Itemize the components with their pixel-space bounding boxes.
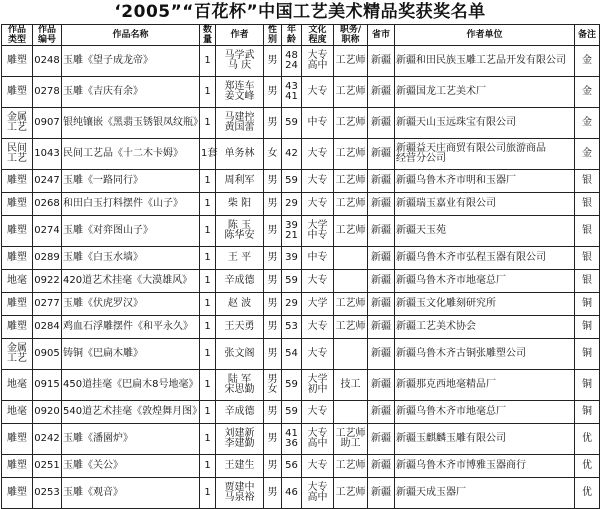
- cell-province: 新疆: [368, 370, 395, 401]
- cell-type: 雕塑: [2, 247, 33, 270]
- cell-type: 雕塑: [2, 216, 33, 247]
- cell-gender: 男: [264, 77, 282, 108]
- cell-author: 郑连车 姜文峰: [216, 77, 264, 108]
- cell-edu: 大专: [302, 170, 334, 193]
- cell-title: 工艺师: [334, 46, 368, 77]
- cell-gender: 男: [264, 270, 282, 293]
- cell-edu: 大专: [302, 401, 334, 424]
- cell-age: 42: [282, 139, 302, 170]
- page-title: ‘2005”“百花杯”中国工艺美术精品奖获奖名单: [114, 2, 486, 22]
- table-row: [2, 478, 600, 509]
- cell-unit: 新疆乌鲁木齐市明和玉器厂: [395, 170, 575, 193]
- cell-count: 1套: [200, 139, 216, 170]
- header-unit: 作者单位: [395, 25, 575, 46]
- table-row: [2, 401, 600, 424]
- cell-age: 54: [282, 339, 302, 370]
- cell-code: 0247: [33, 170, 62, 193]
- cell-count: 1: [200, 108, 216, 139]
- cell-unit: 新疆天玉苑: [395, 216, 575, 247]
- cell-author: 单务林: [216, 139, 264, 170]
- cell-count: 1: [200, 401, 216, 424]
- cell-edu: 大专: [302, 139, 334, 170]
- cell-gender: 男: [264, 216, 282, 247]
- cell-name: 540道艺术挂毫《敦煌舞月图》: [62, 401, 200, 424]
- cell-gender: 女: [264, 139, 282, 170]
- cell-author: 陆 军 宋思勤: [216, 370, 264, 401]
- cell-title: 工艺师: [334, 293, 368, 316]
- cell-count: 1: [200, 293, 216, 316]
- cell-code: 0253: [33, 478, 62, 509]
- cell-type: 地毫: [2, 370, 33, 401]
- cell-gender: 男: [264, 46, 282, 77]
- table-row: [2, 339, 600, 370]
- table-row: [2, 293, 600, 316]
- cell-author: 陈 玉 陈华安: [216, 216, 264, 247]
- cell-province: 新疆: [368, 455, 395, 478]
- cell-award: 金: [575, 46, 600, 77]
- cell-age: 48 24: [282, 46, 302, 77]
- cell-author: 刘建新 李建勤: [216, 424, 264, 455]
- table-row: [2, 455, 600, 478]
- cell-name: 和田白玉打料摆件《山子》: [62, 193, 200, 216]
- cell-title: 工艺师: [334, 108, 368, 139]
- cell-name: 玉雕《观音》: [62, 478, 200, 509]
- cell-award: 铜: [575, 339, 600, 370]
- cell-unit: 新疆天山玉远珠宝有限公司: [395, 108, 575, 139]
- cell-award: 铜: [575, 370, 600, 401]
- cell-gender: 男: [264, 401, 282, 424]
- header-row: [2, 25, 600, 46]
- cell-code: 0289: [33, 247, 62, 270]
- cell-gender: 男: [264, 424, 282, 455]
- cell-unit: 新疆乌鲁木齐市博雅玉器商行: [395, 455, 575, 478]
- cell-age: 59: [282, 270, 302, 293]
- cell-edu: 大专 高中: [302, 478, 334, 509]
- cell-type: 雕塑: [2, 424, 33, 455]
- cell-age: 43 41: [282, 77, 302, 108]
- cell-province: 新疆: [368, 247, 395, 270]
- cell-age: 59: [282, 401, 302, 424]
- cell-name: 玉雕《一路同行》: [62, 170, 200, 193]
- cell-unit: 新疆玉文化雕刻研究所: [395, 293, 575, 316]
- cell-province: 新疆: [368, 270, 395, 293]
- cell-award: 银: [575, 216, 600, 247]
- cell-gender: 男: [264, 108, 282, 139]
- cell-count: 1: [200, 77, 216, 108]
- cell-edu: 大专: [302, 193, 334, 216]
- table-row: [2, 46, 600, 77]
- cell-unit: 新疆乌鲁木齐市地毫总厂: [395, 401, 575, 424]
- cell-title: 工艺师: [334, 77, 368, 108]
- cell-title: 工艺师: [334, 478, 368, 509]
- cell-award: 银: [575, 193, 600, 216]
- cell-province: 新疆: [368, 46, 395, 77]
- cell-award: 金: [575, 108, 600, 139]
- cell-age: 59: [282, 108, 302, 139]
- cell-province: 新疆: [368, 339, 395, 370]
- cell-title: 工艺师: [334, 170, 368, 193]
- cell-gender: 男: [264, 478, 282, 509]
- cell-gender: 男 女: [264, 370, 282, 401]
- cell-name: 玉雕《白玉水墙》: [62, 247, 200, 270]
- cell-code: 0922: [33, 270, 62, 293]
- cell-gender: 男: [264, 339, 282, 370]
- cell-province: 新疆: [368, 170, 395, 193]
- cell-count: 1: [200, 478, 216, 509]
- cell-author: 周利军: [216, 170, 264, 193]
- cell-unit: 新疆乌鲁木齐古铜张雕塑公司: [395, 339, 575, 370]
- cell-award: 银: [575, 170, 600, 193]
- cell-code: 0920: [33, 401, 62, 424]
- cell-age: 56: [282, 455, 302, 478]
- cell-award: 银: [575, 270, 600, 293]
- header-gender: 性 别: [264, 25, 282, 46]
- cell-age: 29: [282, 293, 302, 316]
- cell-code: 0242: [33, 424, 62, 455]
- cell-author: 辛成德: [216, 401, 264, 424]
- header-title: 职务/ 职称: [334, 25, 368, 46]
- cell-gender: 男: [264, 193, 282, 216]
- cell-code: 0274: [33, 216, 62, 247]
- cell-title: 工艺师: [334, 316, 368, 339]
- table-row: [2, 170, 600, 193]
- cell-name: 450道挂毫《巴扁木8号地毫》: [62, 370, 200, 401]
- header-type: 作品 类型: [2, 25, 33, 46]
- cell-gender: 男: [264, 455, 282, 478]
- cell-type: 地毫: [2, 401, 33, 424]
- cell-author: 张文阁: [216, 339, 264, 370]
- cell-province: 新疆: [368, 478, 395, 509]
- header-code: 作品 编号: [33, 25, 62, 46]
- cell-count: 1: [200, 247, 216, 270]
- cell-award: 优: [575, 424, 600, 455]
- cell-title: [334, 339, 368, 370]
- cell-type: 雕塑: [2, 478, 33, 509]
- cell-edu: 大专: [302, 270, 334, 293]
- cell-award: 金: [575, 139, 600, 170]
- cell-code: 0284: [33, 316, 62, 339]
- table-row: [2, 139, 600, 170]
- cell-title: 工艺师: [334, 216, 368, 247]
- cell-edu: 大学 中专: [302, 216, 334, 247]
- cell-name: 玉雕《关公》: [62, 455, 200, 478]
- cell-author: 赵 波: [216, 293, 264, 316]
- cell-name: 玉雕《对弈图山子》: [62, 216, 200, 247]
- cell-count: 1: [200, 424, 216, 455]
- table-row: [2, 77, 600, 108]
- cell-count: 1: [200, 339, 216, 370]
- cell-code: 0915: [33, 370, 62, 401]
- cell-province: 新疆: [368, 293, 395, 316]
- cell-type: 雕塑: [2, 77, 33, 108]
- table-row: [2, 216, 600, 247]
- cell-type: 金属 工艺: [2, 108, 33, 139]
- cell-count: 1: [200, 370, 216, 401]
- cell-name: 铸铜《巴扁木雕》: [62, 339, 200, 370]
- cell-edu: 大专: [302, 316, 334, 339]
- cell-title: 工艺师: [334, 139, 368, 170]
- cell-name: 银纯镶嵌《黑翡玉锈银凤纹瓶》: [62, 108, 200, 139]
- cell-name: 玉雕《望子成龙帝》: [62, 46, 200, 77]
- cell-count: 1: [200, 170, 216, 193]
- cell-unit: 新疆玉麒麟玉雕有限公司: [395, 424, 575, 455]
- cell-edu: 大学 初中: [302, 370, 334, 401]
- cell-count: 1: [200, 316, 216, 339]
- header-author: 作者: [216, 25, 264, 46]
- cell-province: 新疆: [368, 401, 395, 424]
- cell-type: 雕塑: [2, 293, 33, 316]
- cell-name: 鸡血石浮雕摆件《和平永久》: [62, 316, 200, 339]
- cell-unit: 新疆益天庄商贸有限公司旅游商品 经营分公司: [395, 139, 575, 170]
- cell-age: 46: [282, 478, 302, 509]
- cell-age: 59: [282, 370, 302, 401]
- cell-award: 银: [575, 247, 600, 270]
- cell-code: 0277: [33, 293, 62, 316]
- cell-count: 1: [200, 270, 216, 293]
- cell-age: 39: [282, 247, 302, 270]
- header-edu: 文化 程度: [302, 25, 334, 46]
- cell-count: 1: [200, 455, 216, 478]
- cell-name: 玉雕《吉庆有余》: [62, 77, 200, 108]
- cell-province: 新疆: [368, 316, 395, 339]
- cell-code: 0907: [33, 108, 62, 139]
- cell-age: 53: [282, 316, 302, 339]
- cell-unit: 新疆乌鲁木齐市弘程玉器有限公司: [395, 247, 575, 270]
- cell-edu: 大专 高中: [302, 46, 334, 77]
- cell-type: 雕塑: [2, 455, 33, 478]
- cell-gender: 男: [264, 293, 282, 316]
- award-table: [1, 24, 600, 509]
- cell-title: [334, 401, 368, 424]
- cell-type: 雕塑: [2, 170, 33, 193]
- cell-name: 民间工艺品《十二木卡姆》: [62, 139, 200, 170]
- header-province: 省市: [368, 25, 395, 46]
- cell-award: 铜: [575, 401, 600, 424]
- cell-award: 金: [575, 77, 600, 108]
- cell-author: 马学武 马 庆: [216, 46, 264, 77]
- cell-type: 民间 工艺: [2, 139, 33, 170]
- cell-code: 0248: [33, 46, 62, 77]
- cell-province: 新疆: [368, 108, 395, 139]
- cell-count: 1: [200, 193, 216, 216]
- cell-province: 新疆: [368, 424, 395, 455]
- cell-type: 地毫: [2, 270, 33, 293]
- cell-title: 工艺师 助工: [334, 424, 368, 455]
- cell-title: 工艺师: [334, 455, 368, 478]
- table-row: [2, 424, 600, 455]
- cell-type: 雕塑: [2, 316, 33, 339]
- cell-name: 玉雕《潘園炉》: [62, 424, 200, 455]
- cell-award: 优: [575, 478, 600, 509]
- cell-edu: 大专: [302, 339, 334, 370]
- cell-province: 新疆: [368, 139, 395, 170]
- header-name: 作品名称: [62, 25, 200, 46]
- cell-unit: 新疆瑞玉嘉业有限公司: [395, 193, 575, 216]
- cell-code: 0278: [33, 77, 62, 108]
- cell-type: 金属 工艺: [2, 339, 33, 370]
- cell-code: 0251: [33, 455, 62, 478]
- cell-unit: 新疆那克西地毫精品厂: [395, 370, 575, 401]
- cell-edu: 大专 高中: [302, 424, 334, 455]
- cell-author: 王天勇: [216, 316, 264, 339]
- cell-edu: 大专: [302, 455, 334, 478]
- cell-author: 王 平: [216, 247, 264, 270]
- cell-unit: 新疆和田民族玉雕工艺品开发有限公司: [395, 46, 575, 77]
- cell-author: 贾建中 马泉裕: [216, 478, 264, 509]
- cell-name: 玉雕《伏虎罗汉》: [62, 293, 200, 316]
- cell-age: 29: [282, 193, 302, 216]
- cell-province: 新疆: [368, 193, 395, 216]
- cell-unit: 新疆天成玉器厂: [395, 478, 575, 509]
- cell-edu: 中专: [302, 108, 334, 139]
- cell-award: 铜: [575, 316, 600, 339]
- cell-edu: 中专: [302, 247, 334, 270]
- header-count: 数 量: [200, 25, 216, 46]
- cell-author: 马建控 黄国蕾: [216, 108, 264, 139]
- cell-age: 59: [282, 170, 302, 193]
- cell-title: 工艺师: [334, 193, 368, 216]
- cell-title: [334, 247, 368, 270]
- table-row: [2, 370, 600, 401]
- header-age: 年 龄: [282, 25, 302, 46]
- cell-count: 1: [200, 216, 216, 247]
- cell-code: 0905: [33, 339, 62, 370]
- table-row: [2, 270, 600, 293]
- cell-code: 1043: [33, 139, 62, 170]
- cell-author: 王建生: [216, 455, 264, 478]
- cell-author: 辛成德: [216, 270, 264, 293]
- header-award: 备注: [575, 25, 600, 46]
- cell-code: 0268: [33, 193, 62, 216]
- table-body: [2, 46, 600, 509]
- cell-title: 技工: [334, 370, 368, 401]
- table-row: [2, 108, 600, 139]
- cell-title: [334, 270, 368, 293]
- cell-gender: 男: [264, 247, 282, 270]
- cell-award: 铜: [575, 293, 600, 316]
- cell-unit: 新疆工艺美术协会: [395, 316, 575, 339]
- cell-unit: 新疆乌鲁木齐市地毫总厂: [395, 270, 575, 293]
- cell-unit: 新疆国龙工艺美术厂: [395, 77, 575, 108]
- cell-age: 39 21: [282, 216, 302, 247]
- cell-name: 420道艺术挂毫《大漠雄风》: [62, 270, 200, 293]
- cell-award: 优: [575, 455, 600, 478]
- cell-province: 新疆: [368, 77, 395, 108]
- cell-province: 新疆: [368, 216, 395, 247]
- cell-edu: 大学: [302, 293, 334, 316]
- cell-edu: 大专: [302, 77, 334, 108]
- cell-author: 柴 阳: [216, 193, 264, 216]
- cell-type: 雕塑: [2, 46, 33, 77]
- cell-type: 雕塑: [2, 193, 33, 216]
- cell-count: 1: [200, 46, 216, 77]
- table-row: [2, 316, 600, 339]
- cell-age: 41 36: [282, 424, 302, 455]
- cell-gender: 男: [264, 170, 282, 193]
- table-row: [2, 247, 600, 270]
- cell-gender: 男: [264, 316, 282, 339]
- table-row: [2, 193, 600, 216]
